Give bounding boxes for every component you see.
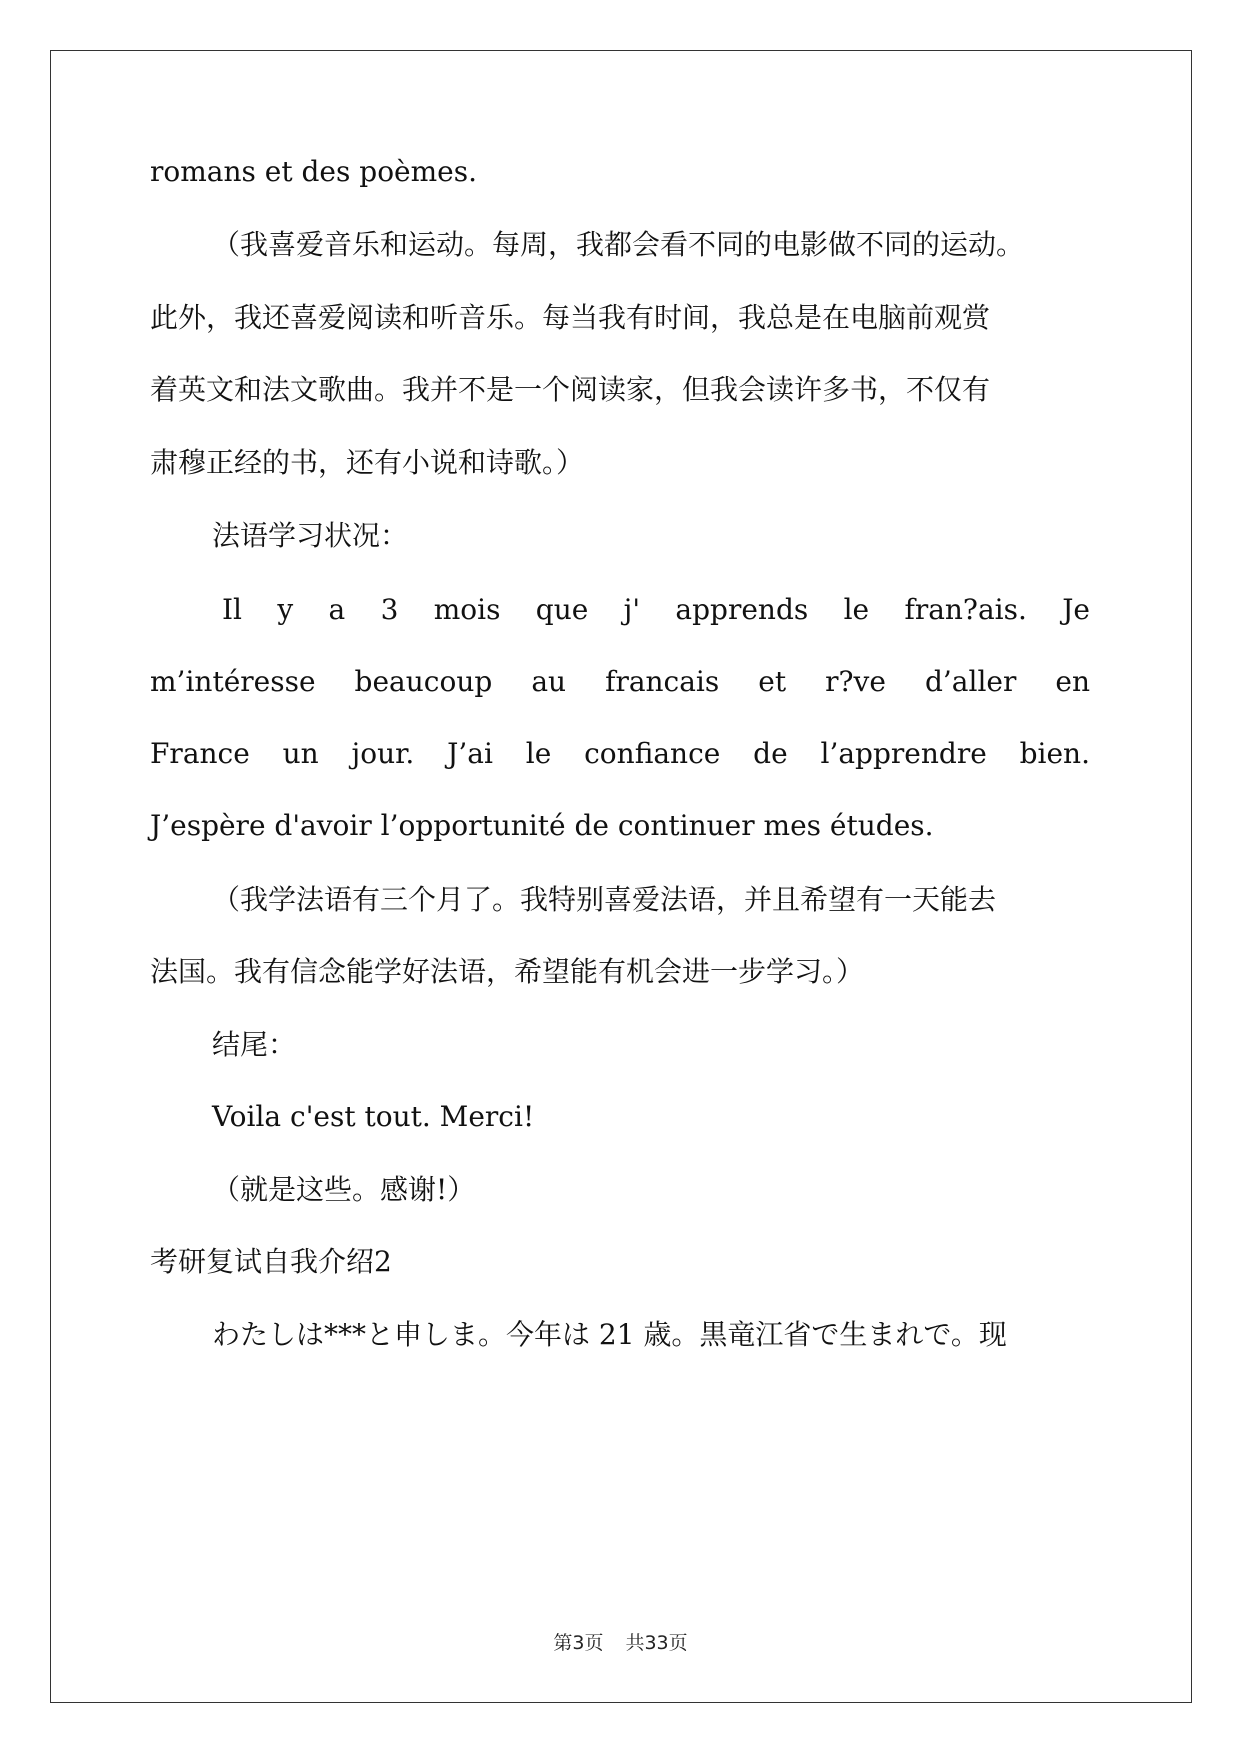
text-line: France un jour. J’ai le confiance de l’apprendre bien.	[150, 737, 1090, 770]
text-line: （就是这些。感谢!）	[212, 1173, 476, 1206]
text-line: 法国。我有信念能学好法语，希望能有机会进一步学习。）	[150, 955, 865, 988]
text-line: （我喜爱音乐和运动。每周，我都会看不同的电影做不同的运动。	[212, 228, 1025, 261]
text-line: romans et des poèmes.	[150, 155, 478, 188]
text-line: （我学法语有三个月了。我特别喜爱法语，并且希望有一天能去	[212, 883, 997, 916]
text-line: 肃穆正经的书，还有小说和诗歌。）	[150, 446, 585, 479]
text-line: 此外，我还喜爱阅读和听音乐。每当我有时间，我总是在电脑前观赏	[150, 301, 991, 334]
page-number: 第3页	[553, 1632, 604, 1654]
page-total: 共33页	[625, 1632, 688, 1654]
section-heading: 结尾：	[212, 1028, 297, 1061]
text-line: わたしは***と申しま。今年は 21 歳。黒竜江省で生まれで。现	[212, 1318, 1007, 1351]
text-line: J’espère d'avoir l’opportunité de continuer mes études.	[150, 809, 934, 842]
text-line: Il y a 3 mois que j' apprends le fran?ais. Je	[222, 593, 1090, 626]
section-title: 考研复试自我介绍2	[150, 1245, 392, 1278]
text-line: 着英文和法文歌曲。我并不是一个阅读家，但我会读许多书，不仅有	[150, 373, 991, 406]
page-footer	[0, 1628, 1241, 1655]
section-heading: 法语学习状况：	[212, 519, 409, 552]
text-line: Voila c'est tout. Merci!	[212, 1100, 535, 1133]
text-line: m’intéresse beaucoup au francais et r?ve d’aller en	[150, 665, 1090, 698]
